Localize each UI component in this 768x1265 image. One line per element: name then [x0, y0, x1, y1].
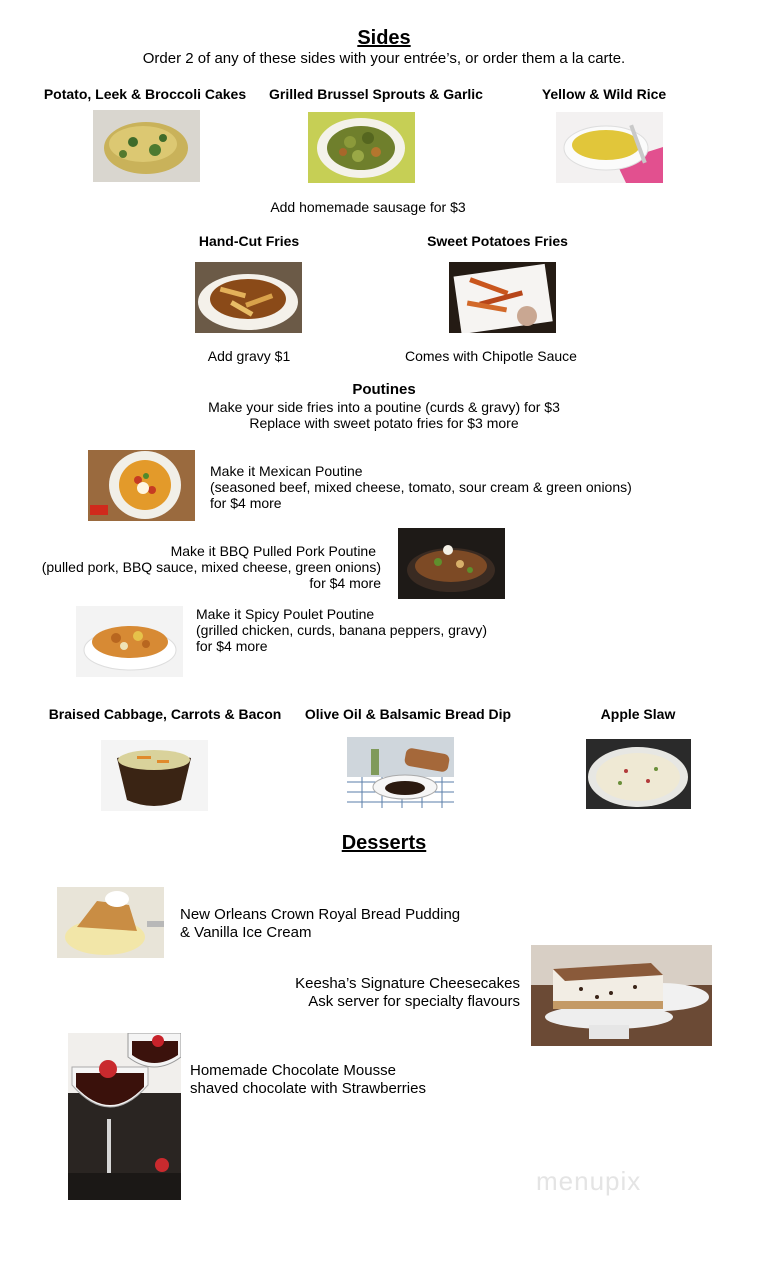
bbq-poutine-photo — [398, 528, 505, 599]
bbq-poutine-line-2: (pulled pork, BBQ sauce, mixed cheese, green onions) — [41, 559, 381, 575]
cheesecake-line-1: Keesha’s Signature Cheesecakes — [295, 975, 520, 992]
side-name-cabbage: Braised Cabbage, Carrots & Bacon — [48, 706, 282, 722]
side-name-rice: Yellow & Wild Rice — [541, 86, 667, 102]
chocolate-mousse-line-2: shaved chocolate with Strawberries — [190, 1080, 426, 1097]
side-name-brussel-sprouts: Grilled Brussel Sprouts & Garlic — [269, 86, 483, 102]
poutines-line-2: Replace with sweet potato fries for $3 more — [249, 415, 519, 431]
potato-cake-photo — [93, 110, 200, 182]
chocolate-mousse-line-1: Homemade Chocolate Mousse — [190, 1062, 396, 1079]
sweet-potato-fries-note: Comes with Chipotle Sauce — [405, 348, 577, 364]
hand-cut-fries-photo — [195, 262, 302, 333]
desserts-title: Desserts — [341, 832, 427, 854]
rice-photo — [556, 112, 663, 183]
bread-pudding-photo — [57, 887, 164, 958]
side-name-potato-cakes: Potato, Leek & Broccoli Cakes — [43, 86, 247, 102]
side-name-sweet-potato-fries: Sweet Potatoes Fries — [427, 233, 568, 249]
mexican-poutine-line-2: (seasoned beef, mixed cheese, tomato, sour cream & green onions) — [210, 479, 632, 495]
side-name-bread-dip: Olive Oil & Balsamic Bread Dip — [304, 706, 512, 722]
spicy-poulet-poutine-line-2: (grilled chicken, curds, banana peppers, gravy) — [196, 622, 488, 638]
side-name-apple-slaw: Apple Slaw — [600, 706, 676, 722]
sides-subtitle: Order 2 of any of these sides with your entrée’s, or order them a la carte. — [142, 50, 626, 67]
bread-pudding-line-2: & Vanilla Ice Cream — [180, 924, 312, 941]
sweet-potato-fries-photo — [449, 262, 556, 333]
apple-slaw-photo — [586, 739, 691, 809]
bread-pudding-line-1: New Orleans Crown Royal Bread Pudding — [180, 906, 461, 923]
hand-cut-fries-note: Add gravy $1 — [207, 348, 291, 364]
cabbage-photo — [101, 740, 208, 811]
bbq-poutine-line-1: Make it BBQ Pulled Pork Poutine — [170, 543, 376, 559]
bread-dip-photo — [347, 737, 454, 808]
sides-title: Sides — [357, 27, 411, 49]
chocolate-mousse-photo — [68, 1033, 181, 1200]
bbq-poutine-line-3: for $4 more — [309, 575, 381, 591]
cheesecake-line-2: Ask server for specialty flavours — [308, 993, 520, 1010]
mexican-poutine-line-1: Make it Mexican Poutine — [210, 463, 363, 479]
sausage-note: Add homemade sausage for $3 — [270, 199, 466, 215]
mexican-poutine-line-3: for $4 more — [210, 495, 282, 511]
watermark-logo: menupix — [536, 1166, 642, 1196]
poutines-line-1: Make your side fries into a poutine (curds & gravy) for $3 — [208, 399, 560, 415]
poutines-title: Poutines — [352, 381, 416, 398]
brussel-sprouts-photo — [308, 112, 415, 183]
side-name-hand-cut-fries: Hand-Cut Fries — [198, 233, 300, 249]
cheesecake-photo — [531, 945, 712, 1046]
mexican-poutine-photo — [88, 450, 195, 521]
spicy-poulet-poutine-line-3: for $4 more — [196, 638, 268, 654]
spicy-poulet-poutine-line-1: Make it Spicy Poulet Poutine — [196, 606, 375, 622]
spicy-poulet-poutine-photo — [76, 606, 183, 677]
